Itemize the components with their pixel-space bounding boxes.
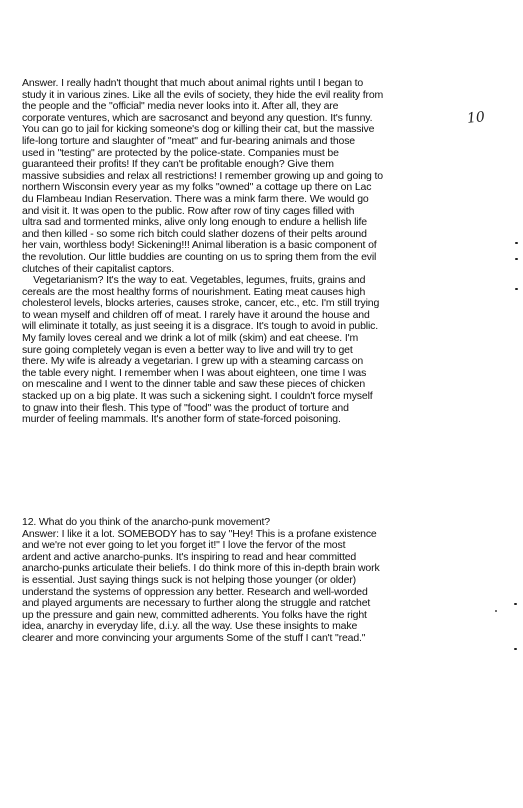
text-line: and we're not ever going to let you forget it!" I love the fervor of the most (22, 539, 346, 552)
text-line: to gnaw into their flesh. This type of "food" was the product of torture and (22, 401, 349, 414)
text-line: cholesterol levels, blocks arteries, causes stroke, cancer, etc., etc. I'm still trying (22, 297, 380, 310)
margin-speck (514, 603, 517, 605)
margin-speck (514, 648, 517, 650)
text-line: Vegetarianism? It's the way to eat. Vegetables, legumes, fruits, grains and (22, 274, 366, 287)
question-12-section (22, 517, 458, 645)
text-line: and played arguments are necessary to further along the struggle and ratchet (22, 597, 371, 610)
text-line: idea, anarchy in everyday life, d.i.y. all the way. Use these insights to make (22, 620, 358, 633)
margin-speck (515, 258, 518, 260)
text-line: study it in various zines. Like all the evils of society, they hide the evil reality from (22, 88, 384, 101)
text-line: du Flambeau Indian Reservation. There was a mink farm there. We would go (22, 192, 369, 205)
text-line: and then killed - so some rich bitch could slather dozens of their pelts around (22, 227, 367, 240)
text-line: anarcho-punks articulate their beliefs. I do think more of this in-depth brain work (22, 562, 380, 575)
text-line: there. My wife is already a vegetarian. I grew up with a steaming carcass on (22, 355, 364, 368)
text-line: life-long torture and slaughter of "meat" and fur-bearing animals and those (22, 134, 355, 147)
text-line: Answer. I really hadn't thought that much about animal rights until I began to (22, 77, 364, 89)
text-line: guaranteed their profits! If they can't be profitable enough? Give them (22, 158, 334, 171)
text-line: up the pressure and gain new, committed adherents. You folks have the right (22, 608, 367, 621)
text-line: cereals are the most healthy forms of nourishment. Eating meat causes high (22, 285, 366, 298)
text-line: the table every night. I remember when I was about eighteen, one time I was (22, 366, 367, 379)
text-line: clutches of their capitalist captors. (22, 262, 175, 275)
text-line: understand the systems of oppression any better. Research and well-worded (22, 585, 368, 598)
text-line: used in "testing" are protected by the police-state. Companies must be (22, 146, 339, 159)
text-line: the people and the "official" media never looks into it. After all, they are (22, 100, 339, 113)
text-line: ultra sad and tormented minks, alive only long enough to endure a hellish life (22, 216, 367, 229)
text-line: clearer and more convincing your arguments Some of the stuff I can't "read." (22, 631, 366, 644)
text-line: to wean myself and children off of meat. I rarely have it around the house and (22, 308, 370, 321)
text-line: her vain, worthless body! Sickening!!! Animal liberation is a basic component of (22, 239, 377, 252)
text-line: and visit it. It was open to the public. Row after row of tiny cages filled with (22, 204, 355, 217)
handwritten-page-number: 10 (466, 109, 486, 127)
scan-speck (495, 610, 497, 612)
text-line: northern Wisconsin every year as my folks "owned" a cottage up there on Lac (22, 181, 372, 194)
text-line: My family loves cereal and we drink a lot of milk (skim) and eat cheese. I'm (22, 332, 359, 345)
text-line: murder of feeling mammals. It's another form of state-forced poisoning. (22, 413, 341, 426)
text-line: is essential. Just saying things suck is not helping those younger (or older) (22, 573, 356, 586)
text-line: corporate ventures, which are sacrosanct and beyond any question. It's funny. (22, 111, 373, 124)
text-line: ardent and active anarcho-punks. It's inspiring to read and hear committed (22, 550, 357, 563)
text-line: Answer: I like it a lot. SOMEBODY has to say "Hey! This is a profane existence (22, 527, 377, 540)
text-line: sure going completely vegan is even a better way to live and will try to get (22, 343, 353, 356)
text-line: You can go to jail for kicking someone's dog or killing their cat, but the massive (22, 123, 375, 136)
answer-animal-rights-paragraphs (22, 78, 458, 426)
margin-speck (515, 242, 518, 244)
text-line: stacked up on a big plate. It was such a sickening sight. I couldn't force myself (22, 390, 373, 403)
text-line: will eliminate it totally, as just seeing it is a disgrace. It's tough to avoid in public. (22, 320, 378, 333)
question-heading: 12. What do you think of the anarcho-punk movement? (22, 516, 271, 528)
text-line: massive subsidies and relax all restrictions! I remember growing up and going to (22, 169, 383, 182)
margin-speck (515, 288, 518, 290)
text-line: on mescaline and I went to the dinner table and saw these pieces of chicken (22, 378, 366, 391)
text-line: the revolution. Our little buddies are counting on us to spring them from the evil (22, 250, 377, 263)
